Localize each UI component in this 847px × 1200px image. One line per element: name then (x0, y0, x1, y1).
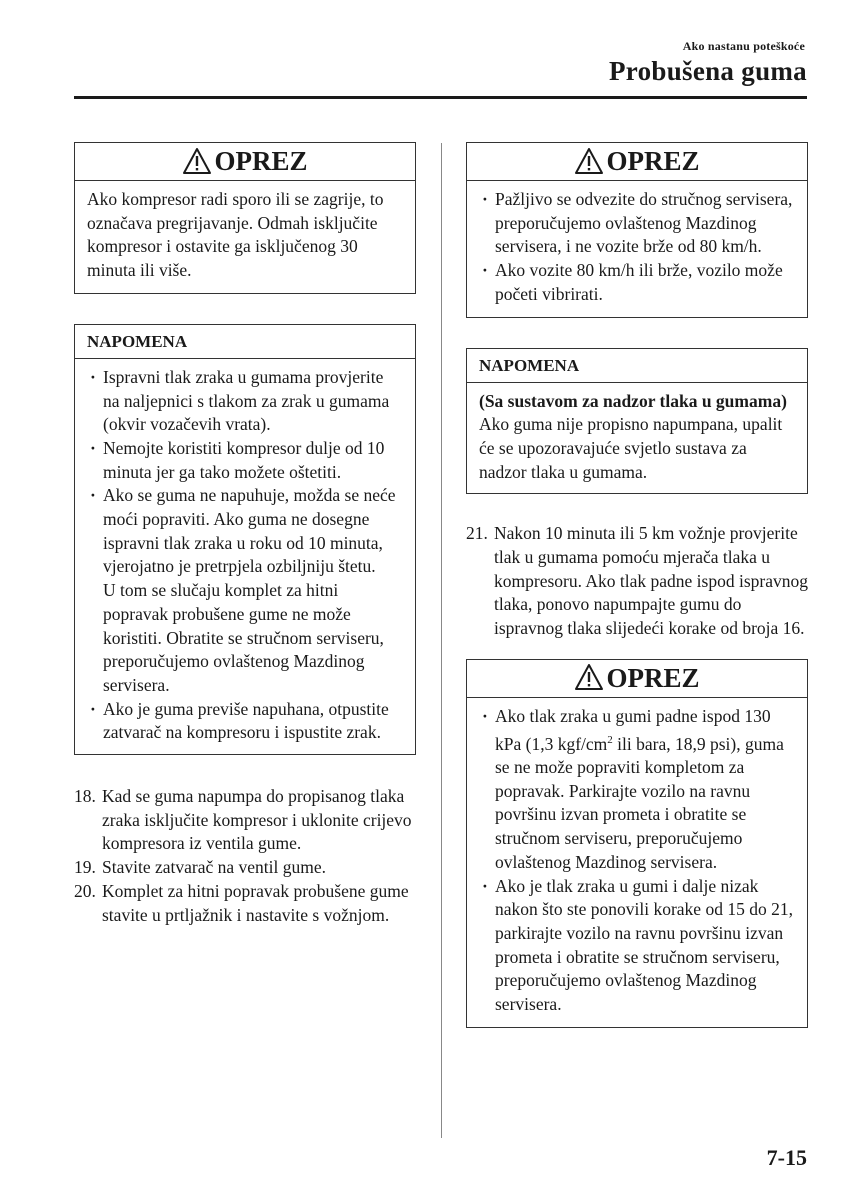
step-item (466, 522, 808, 641)
step-text: Stavite zatvarač na ventil gume. (102, 857, 327, 878)
list-item: · Ako vozite 80 km/h ili brže, vozilo može početi vibrirati. (479, 259, 795, 306)
step-text: Kad se guma napumpa do propisanog tlaka zraka isključite kompresor i uklonite crijevo kompresora iz ventila gume. (102, 786, 412, 854)
steps-list (74, 785, 416, 927)
note-title: NAPOMENA (75, 325, 415, 359)
note-subtitle: (Sa sustavom za nadzor tlaka u gumama) (479, 390, 787, 411)
caution-title: OPREZ (606, 146, 700, 176)
warning-triangle-icon (574, 147, 604, 175)
caution-text: Ako kompresor radi sporo ili se zagrije, to označava pregrijavanje. Odmah isključite kompresor i ostavite ga isključenog 30 minuta ili više. (87, 189, 384, 281)
step-number: 20. (74, 880, 96, 901)
note-paragraph: U tom se slučaju komplet za hitni popravak probušene gume ne može koristiti. Obratite se stručnom serviseru, preporučujemo ovlaštenog Mazdinog servisera. (103, 580, 384, 695)
note-title: NAPOMENA (467, 349, 807, 383)
text-part: Ako tlak zraka u gumi padne ispod 130 kPa (1,3 kgf/cm (495, 705, 771, 754)
step-text: Nakon 10 minuta ili 5 km vožnje provjerite tlak u gumama pomoću mjerača tlaka u kompresoru. Ako tlak padne ispod ispravnog tlaka, ponovo napumpajte gumu do ispravnog tlaka slijedeći korake od broja 16. (494, 523, 808, 639)
caution-list (479, 188, 795, 307)
step-item (74, 785, 416, 856)
caution-header (75, 143, 415, 181)
step-text: Komplet za hitni popravak probušene gume stavite u prtljažnik i nastavite s vožnjom. (102, 880, 409, 925)
list-item (479, 705, 795, 875)
list-item: · Nemojte koristiti kompresor dulje od 10 minuta jer ga tako možete oštetiti. (87, 437, 403, 484)
caution-list (479, 705, 795, 1017)
column-divider (441, 143, 442, 1138)
step-number: 21. (466, 523, 488, 544)
note-body (75, 359, 415, 754)
step-number: 18. (74, 786, 96, 807)
caution-box (466, 659, 808, 1028)
note-box (74, 324, 416, 755)
note-list (87, 366, 403, 579)
section-label: Ako nastanu poteškoće (682, 39, 805, 53)
right-column (466, 142, 808, 1058)
warning-triangle-icon (574, 663, 604, 691)
note-list (87, 698, 403, 745)
caution-header (467, 660, 807, 698)
caution-body (467, 698, 807, 1027)
superscript: 2 (607, 733, 613, 746)
page-title: Probušena guma (609, 56, 807, 86)
caution-header (467, 143, 807, 181)
warning-triangle-icon (182, 147, 212, 175)
list-item: · Ispravni tlak zraka u gumama provjerite na naljepnici s tlakom za zrak u gumama (okvir vozačevih vrata). (87, 366, 403, 437)
steps-list (466, 522, 808, 641)
step-number: 19. (74, 857, 96, 878)
page-number: 7-15 (766, 1145, 807, 1170)
caution-title: OPREZ (606, 662, 700, 693)
list-item: · Ako je guma previše napuhana, otpustite zatvarač na kompresoru i ispustite zrak. (87, 698, 403, 745)
header-divider (74, 96, 807, 99)
list-item: · Ako je tlak zraka u gumi i dalje nizak nakon što ste ponovili korake od 15 do 21, parkirajte vozilo na ravnu površinu izvan prometa i obratite se stručnom serviseru, preporučujemo ovlaštenog Mazdinog servisera. (479, 875, 795, 1017)
note-text: Ako guma nije propisno napumpana, upalit će se upozoravajuće svjetlo sustava za nadzor tlaka u gumama. (479, 414, 783, 482)
caution-title: OPREZ (214, 146, 308, 176)
step-item (74, 856, 416, 880)
caution-box (466, 142, 808, 318)
text-part: ili bara, 18,9 psi), guma se ne može popraviti kompletom za popravak. Parkirajte vozilo na ravnu površinu izvan prometa i obratite se stručnom serviseru, preporučujemo ovlaštenog Mazdinog servisera. (495, 733, 784, 872)
note-box (466, 348, 808, 495)
list-item: · Ako se guma ne napuhuje, možda se neće moći popraviti. Ako guma ne dosegne ispravni tlak zraka u roku od 10 minuta, vjerojatno je pretrpjela ozbiljniju štetu. (87, 484, 403, 579)
caution-box (74, 142, 416, 294)
list-item: · Pažljivo se odvezite do stručnog servisera, preporučujemo ovlaštenog Mazdinog servisera, i ne vozite brže od 80 km/h. (479, 188, 795, 259)
caution-body (467, 181, 807, 317)
left-column (74, 142, 416, 927)
step-item (74, 880, 416, 927)
note-body (467, 383, 807, 494)
